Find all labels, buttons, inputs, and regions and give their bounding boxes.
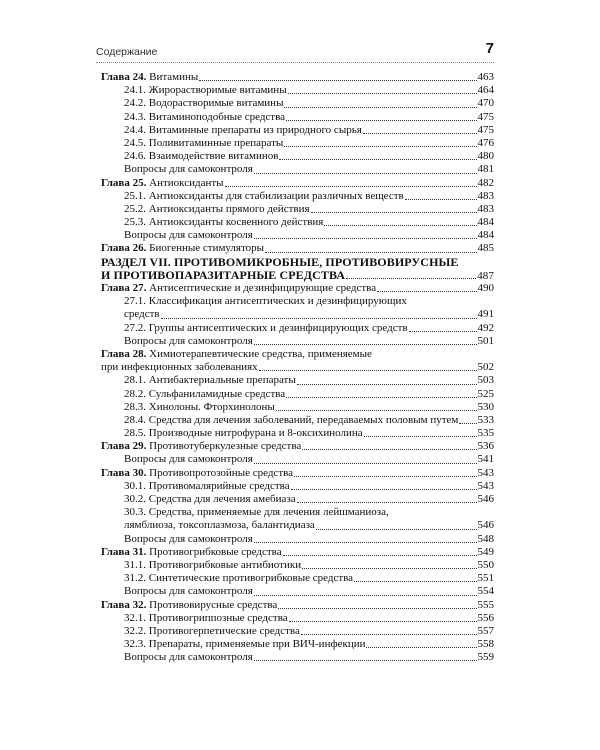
dot-leader xyxy=(409,329,477,332)
dot-leader xyxy=(377,289,476,292)
toc-entry-title xyxy=(124,124,362,137)
toc-entry-title xyxy=(124,612,288,625)
chapter-label: Глава 25. xyxy=(101,176,147,189)
dot-leader xyxy=(279,157,476,160)
header-title: Содержание xyxy=(96,46,158,58)
toc-page-number: 490 xyxy=(477,282,494,294)
subsection-title: 32.2. Противогерпетические средства xyxy=(124,624,300,637)
toc-entry-title xyxy=(124,322,408,335)
toc-entry-line xyxy=(101,295,494,308)
toc-page-number: 533 xyxy=(477,413,494,426)
toc-entry-title xyxy=(124,216,323,229)
dot-leader xyxy=(297,500,477,503)
chapter-label: Глава 26. xyxy=(101,242,147,255)
toc-entry-title xyxy=(124,308,160,321)
toc-entry[interactable] xyxy=(101,625,494,638)
subsection-title-cont: лямблиоза, токсоплазмоза, балантидиаза xyxy=(124,519,315,532)
dot-leader xyxy=(311,210,477,213)
chapter-label: Глава 29. xyxy=(101,440,147,453)
toc-page-number: 480 xyxy=(477,150,494,163)
toc-entry[interactable] xyxy=(101,638,494,651)
toc-entry[interactable] xyxy=(101,111,494,124)
toc-entry[interactable] xyxy=(101,572,494,585)
toc-page-number: 470 xyxy=(477,97,494,110)
dot-leader xyxy=(225,184,477,187)
toc-entry[interactable] xyxy=(101,97,494,110)
toc-page-number: 536 xyxy=(477,440,494,453)
toc-entry[interactable] xyxy=(101,308,494,321)
subsection-title: 32.1. Противогриппозные средства xyxy=(124,611,288,624)
subsection-title: Вопросы для самоконтроля xyxy=(124,163,253,176)
toc-entry[interactable] xyxy=(101,150,494,163)
toc-page-number: 482 xyxy=(477,176,494,189)
toc-entry-title xyxy=(124,572,353,585)
section-title-cont: И ПРОТИВОПАРАЗИТАРНЫЕ СРЕДСТВА xyxy=(101,268,346,282)
toc-entry-title xyxy=(124,480,290,493)
toc-entry[interactable] xyxy=(101,480,494,493)
dot-leader xyxy=(199,78,476,81)
toc-entry[interactable] xyxy=(101,137,494,150)
toc-entry-title xyxy=(124,559,301,572)
dot-leader xyxy=(324,223,476,226)
toc-page-number: 464 xyxy=(477,84,494,97)
dot-leader xyxy=(316,527,477,530)
dot-leader xyxy=(161,316,477,319)
toc-page-number: 550 xyxy=(477,558,494,571)
section-heading-line xyxy=(101,256,494,269)
dot-leader xyxy=(254,342,477,345)
dot-leader xyxy=(346,276,476,279)
chapter-label: Глава 24. xyxy=(101,71,147,83)
dot-leader xyxy=(283,553,477,556)
toc-page-number: 484 xyxy=(477,216,494,229)
toc-page-number: 503 xyxy=(477,374,494,387)
toc-entry-title xyxy=(124,427,363,440)
toc-page-number: 549 xyxy=(477,545,494,558)
subsection-title: 31.1. Противогрибковые антибиотики xyxy=(124,558,302,571)
toc-page-number: 555 xyxy=(477,598,494,611)
toc-page-number: 559 xyxy=(477,651,494,664)
toc-entry[interactable] xyxy=(101,374,494,387)
toc-entry[interactable] xyxy=(101,559,494,572)
toc-entry-title xyxy=(124,97,283,110)
toc-entry-title xyxy=(124,374,296,387)
toc-entry[interactable] xyxy=(101,229,494,242)
subsection-title: 24.5. Поливитаминные препараты xyxy=(124,136,284,149)
toc-entry-title xyxy=(101,599,277,612)
toc-entry[interactable] xyxy=(101,124,494,137)
toc-entry-title xyxy=(101,361,258,374)
toc-entry[interactable] xyxy=(101,282,494,295)
chapter-label: Глава 32. xyxy=(101,598,147,611)
subsection-title: 28.4. Средства для лечения заболеваний, передаваемых половым путем xyxy=(124,413,459,426)
dot-leader xyxy=(254,658,477,661)
dot-leader xyxy=(254,236,477,239)
running-header xyxy=(96,40,494,63)
toc-page-number: 557 xyxy=(477,624,494,637)
toc-entry[interactable] xyxy=(101,177,494,190)
subsection-title: 28.2. Сульфаниламидные средства xyxy=(124,387,286,400)
table-of-contents xyxy=(101,71,494,664)
toc-entry-line xyxy=(101,506,494,519)
toc-page-number: 530 xyxy=(477,400,494,413)
toc-entry-title xyxy=(124,638,365,651)
toc-entry[interactable] xyxy=(101,493,494,506)
subsection-title: 28.5. Производные нитрофурана и 8-оксихинолина xyxy=(124,427,363,440)
toc-entry-title xyxy=(124,493,296,506)
chapter-title: Биогенные стимуляторы xyxy=(149,242,265,255)
toc-entry-title xyxy=(124,519,315,532)
subsection-title: 25.3. Антиоксиданты косвенного действия xyxy=(124,216,324,229)
toc-entry-title xyxy=(101,177,224,190)
dot-leader xyxy=(364,434,477,437)
toc-entry-title xyxy=(124,203,310,216)
toc-page-number: 463 xyxy=(477,71,494,83)
toc-page-number: 546 xyxy=(477,493,494,505)
subsection-title: 30.3. Средства, применяемые для лечения лейшманиоза, xyxy=(124,506,389,519)
section-title: РАЗДЕЛ VII. ПРОТИВОМИКРОБНЫЕ, ПРОТИВОВИРУСНЫЕ xyxy=(101,254,459,269)
toc-entry-title xyxy=(124,111,285,124)
toc-entry[interactable] xyxy=(101,361,494,374)
toc-page-number: 502 xyxy=(477,361,494,374)
toc-entry-title xyxy=(124,229,253,242)
toc-entry[interactable] xyxy=(101,519,494,532)
toc-entry-title xyxy=(124,414,458,427)
toc-page-number: 535 xyxy=(477,427,494,440)
toc-entry-title xyxy=(124,150,278,163)
subsection-title: 32.3. Препараты, применяемые при ВИЧ-инфекции xyxy=(124,638,366,651)
toc-page-number: 501 xyxy=(477,334,494,347)
subsection-title: 27.2. Группы антисептических и дезинфицирующих средств xyxy=(124,321,408,334)
chapter-title: Противогрибковые средства xyxy=(149,545,282,558)
toc-entry-title xyxy=(101,282,376,295)
subsection-title: Вопросы для самоконтроля xyxy=(124,334,253,347)
subsection-title: Вопросы для самоконтроля xyxy=(124,229,253,242)
toc-entry-title xyxy=(101,440,301,453)
toc-entry[interactable] xyxy=(101,599,494,612)
toc-page-number: 484 xyxy=(477,229,494,242)
dot-leader xyxy=(286,118,476,121)
subsection-title: 30.2. Средства для лечения амебиаза xyxy=(124,493,296,505)
toc-page-number: 487 xyxy=(477,269,494,282)
toc-entry[interactable] xyxy=(101,546,494,559)
toc-entry-title xyxy=(124,190,404,203)
chapter-label: Глава 28. xyxy=(101,347,147,360)
chapter-title: Витамины xyxy=(149,71,199,83)
subsection-title: 28.1. Антибактериальные препараты xyxy=(124,374,296,387)
toc-entry-title xyxy=(124,137,283,150)
toc-page-number: 551 xyxy=(477,572,494,585)
chapter-title: Антиоксиданты xyxy=(149,176,224,189)
toc-page-number: 556 xyxy=(477,611,494,624)
toc-entry[interactable] xyxy=(101,84,494,97)
toc-entry[interactable] xyxy=(101,427,494,440)
dot-leader xyxy=(301,632,477,635)
toc-entry[interactable] xyxy=(101,440,494,453)
toc-entry[interactable] xyxy=(101,612,494,625)
toc-entry[interactable] xyxy=(101,651,494,664)
subsection-title: 24.2. Водорастворимые витамины xyxy=(124,97,284,110)
subsection-title: 25.1. Антиоксиданты для стабилизации различных веществ xyxy=(124,189,404,202)
chapter-title: Антисептические и дезинфицирующие средства xyxy=(149,282,377,294)
dot-leader xyxy=(405,197,477,200)
dot-leader xyxy=(284,144,476,147)
chapter-title: Химиотерапевтические средства, применяемые xyxy=(149,347,372,360)
toc-entry[interactable] xyxy=(101,216,494,229)
toc-entry-title xyxy=(124,585,253,598)
toc-entry-title xyxy=(124,335,253,348)
dot-leader xyxy=(276,408,477,411)
dot-leader xyxy=(288,91,477,94)
chapter-title: Противовирусные средства xyxy=(149,598,278,611)
toc-page-number: 483 xyxy=(477,189,494,202)
toc-entry[interactable] xyxy=(101,467,494,480)
subsection-title: 24.3. Витаминоподобные средства xyxy=(124,110,286,123)
toc-entry[interactable] xyxy=(101,401,494,414)
toc-page-number: 546 xyxy=(477,519,494,532)
toc-entry-title xyxy=(124,388,285,401)
toc-entry-line xyxy=(101,348,494,361)
toc-entry-title xyxy=(124,533,253,546)
dot-leader xyxy=(354,579,476,582)
dot-leader xyxy=(302,447,476,450)
toc-entry-title xyxy=(124,625,300,638)
toc-page-number: 483 xyxy=(477,202,494,215)
toc-entry-title xyxy=(124,651,253,664)
toc-page-number: 558 xyxy=(477,638,494,651)
chapter-title-cont: при инфекционных заболеваниях xyxy=(101,361,258,374)
toc-page-number: 543 xyxy=(477,479,494,492)
toc-entry[interactable] xyxy=(101,585,494,598)
toc-page-number: 481 xyxy=(477,163,494,176)
toc-page-number: 485 xyxy=(477,242,494,255)
chapter-label: Глава 30. xyxy=(101,466,147,479)
dot-leader xyxy=(291,487,477,490)
toc-entry-title xyxy=(124,84,287,97)
toc-entry[interactable] xyxy=(101,322,494,335)
toc-page-number: 525 xyxy=(477,387,494,400)
subsection-title: 24.6. Взаимодействие витаминов xyxy=(124,150,279,163)
subsection-title: 30.1. Противомалярийные средства xyxy=(124,479,290,492)
toc-entry[interactable] xyxy=(101,388,494,401)
subsection-title: 27.1. Классификация антисептических и дезинфицирующих xyxy=(124,295,407,308)
dot-leader xyxy=(265,250,476,253)
toc-entry[interactable] xyxy=(101,453,494,466)
dot-leader xyxy=(297,382,477,385)
toc-page-number: 543 xyxy=(477,466,494,479)
dot-leader xyxy=(259,368,477,371)
dot-leader xyxy=(366,645,476,648)
toc-page-number: 475 xyxy=(477,110,494,123)
dot-leader xyxy=(254,593,477,596)
toc-page-number: 541 xyxy=(477,453,494,466)
page-number: 7 xyxy=(485,40,494,57)
subsection-title: Вопросы для самоконтроля xyxy=(124,453,253,466)
toc-page-number: 476 xyxy=(477,136,494,149)
subsection-title-cont: средств xyxy=(124,308,160,321)
subsection-title: Вопросы для самоконтроля xyxy=(124,585,253,598)
dot-leader xyxy=(363,131,477,134)
chapter-title: Противопротозойные средства xyxy=(149,466,294,479)
dot-leader xyxy=(254,461,477,464)
toc-entry-title xyxy=(101,467,293,480)
toc-page-number: 492 xyxy=(477,321,494,334)
toc-entry-title xyxy=(124,163,253,176)
toc-page-number: 491 xyxy=(477,308,494,321)
toc-entry[interactable] xyxy=(101,414,494,427)
toc-page-number: 554 xyxy=(477,585,494,598)
toc-entry[interactable] xyxy=(101,190,494,203)
dot-leader xyxy=(254,171,477,174)
toc-entry[interactable] xyxy=(101,163,494,176)
toc-entry[interactable] xyxy=(101,335,494,348)
toc-entry[interactable] xyxy=(101,533,494,546)
dot-leader xyxy=(254,540,477,543)
dot-leader xyxy=(286,395,476,398)
chapter-title: Противотуберкулезные средства xyxy=(149,440,302,453)
dot-leader xyxy=(459,421,476,424)
toc-page-number: 475 xyxy=(477,123,494,136)
toc-page-number: 548 xyxy=(477,532,494,545)
toc-entry-title xyxy=(124,401,275,414)
toc-entry[interactable] xyxy=(101,203,494,216)
subsection-title: 24.1. Жирорастворимые витамины xyxy=(124,84,287,97)
toc-entry-title xyxy=(101,546,282,559)
subsection-title: Вопросы для самоконтроля xyxy=(124,532,253,545)
chapter-label: Глава 27. xyxy=(101,282,147,294)
subsection-title: 28.3. Хинолоны. Фторхинолоны xyxy=(124,400,275,413)
toc-entry-title xyxy=(101,269,345,282)
dot-leader xyxy=(294,474,476,477)
toc-entry-title xyxy=(124,453,253,466)
subsection-title: Вопросы для самоконтроля xyxy=(124,651,253,664)
toc-entry-title xyxy=(101,71,198,84)
dot-leader xyxy=(284,105,476,108)
subsection-title: 31.2. Синтетические противогрибковые средства xyxy=(124,572,354,585)
dot-leader xyxy=(302,566,476,569)
dot-leader xyxy=(289,619,477,622)
subsection-title: 25.2. Антиоксиданты прямого действия xyxy=(124,202,310,215)
subsection-title: 24.4. Витаминные препараты из природного сырья xyxy=(124,123,362,136)
chapter-label: Глава 31. xyxy=(101,545,147,558)
toc-entry[interactable] xyxy=(101,269,494,282)
toc-entry[interactable] xyxy=(101,71,494,84)
dot-leader xyxy=(278,606,476,609)
